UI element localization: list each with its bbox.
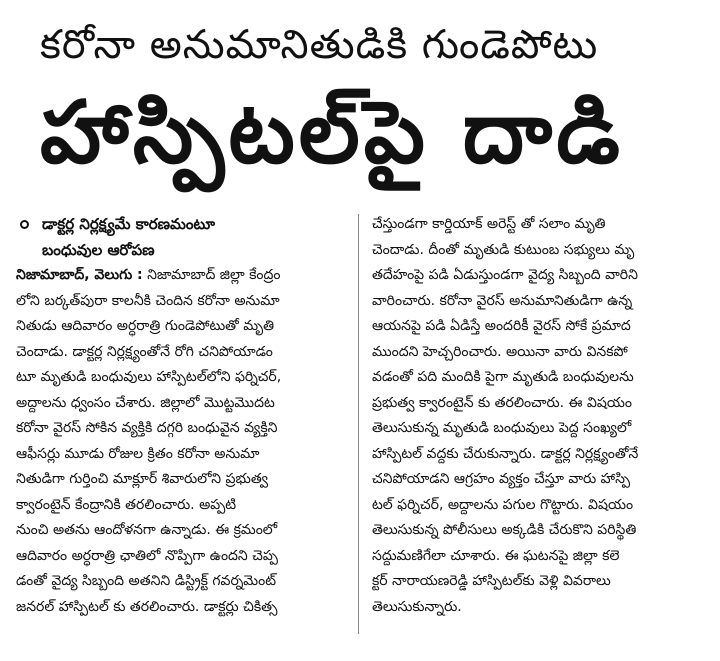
- body-line: ముందని హెచ్చరించారు. అయినా వారు వినకపో: [372, 343, 628, 360]
- body-line: సద్దుమణిగేలా చూశారు. ఈ ఘటనపై జిల్లా కలె: [372, 547, 620, 564]
- body-line: చెందాడు. దీంతో మృతుడి కుటుంబ సభ్యులు మృ: [372, 241, 635, 258]
- body-line: తెలుసుకున్నారు.: [372, 598, 462, 615]
- body-line: తెలుసుకున్న మృతుడి బంధువులు పెద్ద సంఖ్యలో: [372, 420, 632, 436]
- body-line: తెలుసుకున్న పోలీసులు అక్కడికి చేరుకొని పరిస్థితి: [372, 522, 637, 538]
- deck-text-2: బంధువుల ఆరోపణ: [42, 240, 155, 259]
- body-line: కరోనా వైరస్ సోకిన వ్యక్తికి దగ్గరి బంధువైన వ్యక్తిని: [16, 420, 278, 436]
- body-line-first: [16, 263, 348, 289]
- article-column-right: [372, 212, 704, 620]
- body-line: డంతో వైద్య సిబ్బంది అతనిని డిస్ట్రిక్ట్ గవర్నమెంట్: [16, 573, 277, 589]
- body-line: క్టర్ నారాయణరెడ్డి హాస్పిటల్‌కు వెళ్లి వివరాలు: [372, 573, 611, 589]
- deck-text-1: డాక్టర్ల నిర్లక్ష్యమే కారణమంటూ: [42, 215, 216, 233]
- body-line: ఆఫీసర్లు మూడు రోజుల క్రితం కరోనా అనుమా: [16, 445, 260, 462]
- kicker-headline: కరోనా అనుమానితుడికి గుండెపోటు: [40, 22, 599, 68]
- dateline: నిజామాబాద్, వెలుగు :: [16, 267, 143, 283]
- deck-line-2: [16, 238, 348, 264]
- body-line: నితుడిగా గుర్తించి మాక్లూర్ శివారులోని ప్రభుత్వ: [16, 471, 269, 487]
- body-line: వారించారు. కరోనా వైరస్ అనుమానితుడిగా ఉన్న: [372, 292, 633, 309]
- body-line: తదేహంపై పడి ఏడుస్తుండగా వైద్య సిబ్బంది వారిని: [372, 267, 638, 283]
- body-line: ఆదివారం అర్ధరాత్రి ఛాతిలో నొప్పిగా ఉందని చెప్ప: [16, 547, 278, 564]
- body-line: నితుడు ఆదివారం అర్ధరాత్రి గుండెపోటుతో మృతి: [16, 318, 275, 334]
- bullet-circle-icon: [20, 220, 29, 229]
- body-line: ప్రభుత్వ క్వారంటైన్ కు తరలించారు. ఈ విషయం: [372, 394, 632, 411]
- body-line: వడంతో పది మందికి పైగా మృతుడి బంధువులను: [372, 369, 634, 385]
- main-headline: హాస్పిటల్‌పై దాడి: [40, 83, 624, 183]
- body-line: క్వారంటైన్ కేంద్రానికి తరలించారు. అప్పటి: [16, 496, 237, 513]
- body-line: జనరల్ హాస్పిటల్ కు తరలించారు. డాక్టర్లు చికిత్స: [16, 598, 278, 615]
- deck-line-1: [16, 212, 348, 238]
- body-line: నుంచి అతను ఆందోళనగా ఉన్నాడు. ఈ క్రమంలో: [16, 522, 278, 538]
- body-text: నిజామాబాద్ జిల్లా కేంద్రం: [147, 267, 281, 283]
- column-divider: [358, 214, 359, 634]
- body-line: అద్దాలను ధ్వంసం చేశారు. జిల్లాలో మొట్టమొదట: [16, 394, 275, 411]
- body-line: హాస్పిటల్ వద్దకు చేరుకున్నారు. డాక్టర్ల నిర్లక్ష్యంతోనే: [372, 445, 639, 462]
- body-line: టూ మృతుడి బంధువులు హాస్పిటల్‌లోని ఫర్నిచర్,: [16, 369, 282, 385]
- body-line: చెందాడు. డాక్టర్ల నిర్లక్ష్యంతోనే రోగి చనిపోయాడం: [16, 343, 273, 360]
- article-column-left: [16, 212, 348, 620]
- body-line: లోని బర్కత్‌పురా కాలనీకి చెందిన కరోనా అనుమా: [16, 292, 280, 309]
- body-line: టల్ ఫర్నిచర్, అద్దాలను పగుల గొట్టారు. విషయం: [372, 496, 634, 513]
- body-line: ఆయనపై పడి ఏడిస్తే అందరికీ వైరస్ సోకే ప్రమాద: [372, 318, 631, 334]
- body-line: చనిపోయాడని ఆగ్రహం వ్యక్తం చేస్తూ వారు హాస్పి: [372, 471, 631, 487]
- body-line: చేస్తుండగా కార్డియాక్ అరెస్ట్ తో సలాం మృతి: [372, 216, 606, 232]
